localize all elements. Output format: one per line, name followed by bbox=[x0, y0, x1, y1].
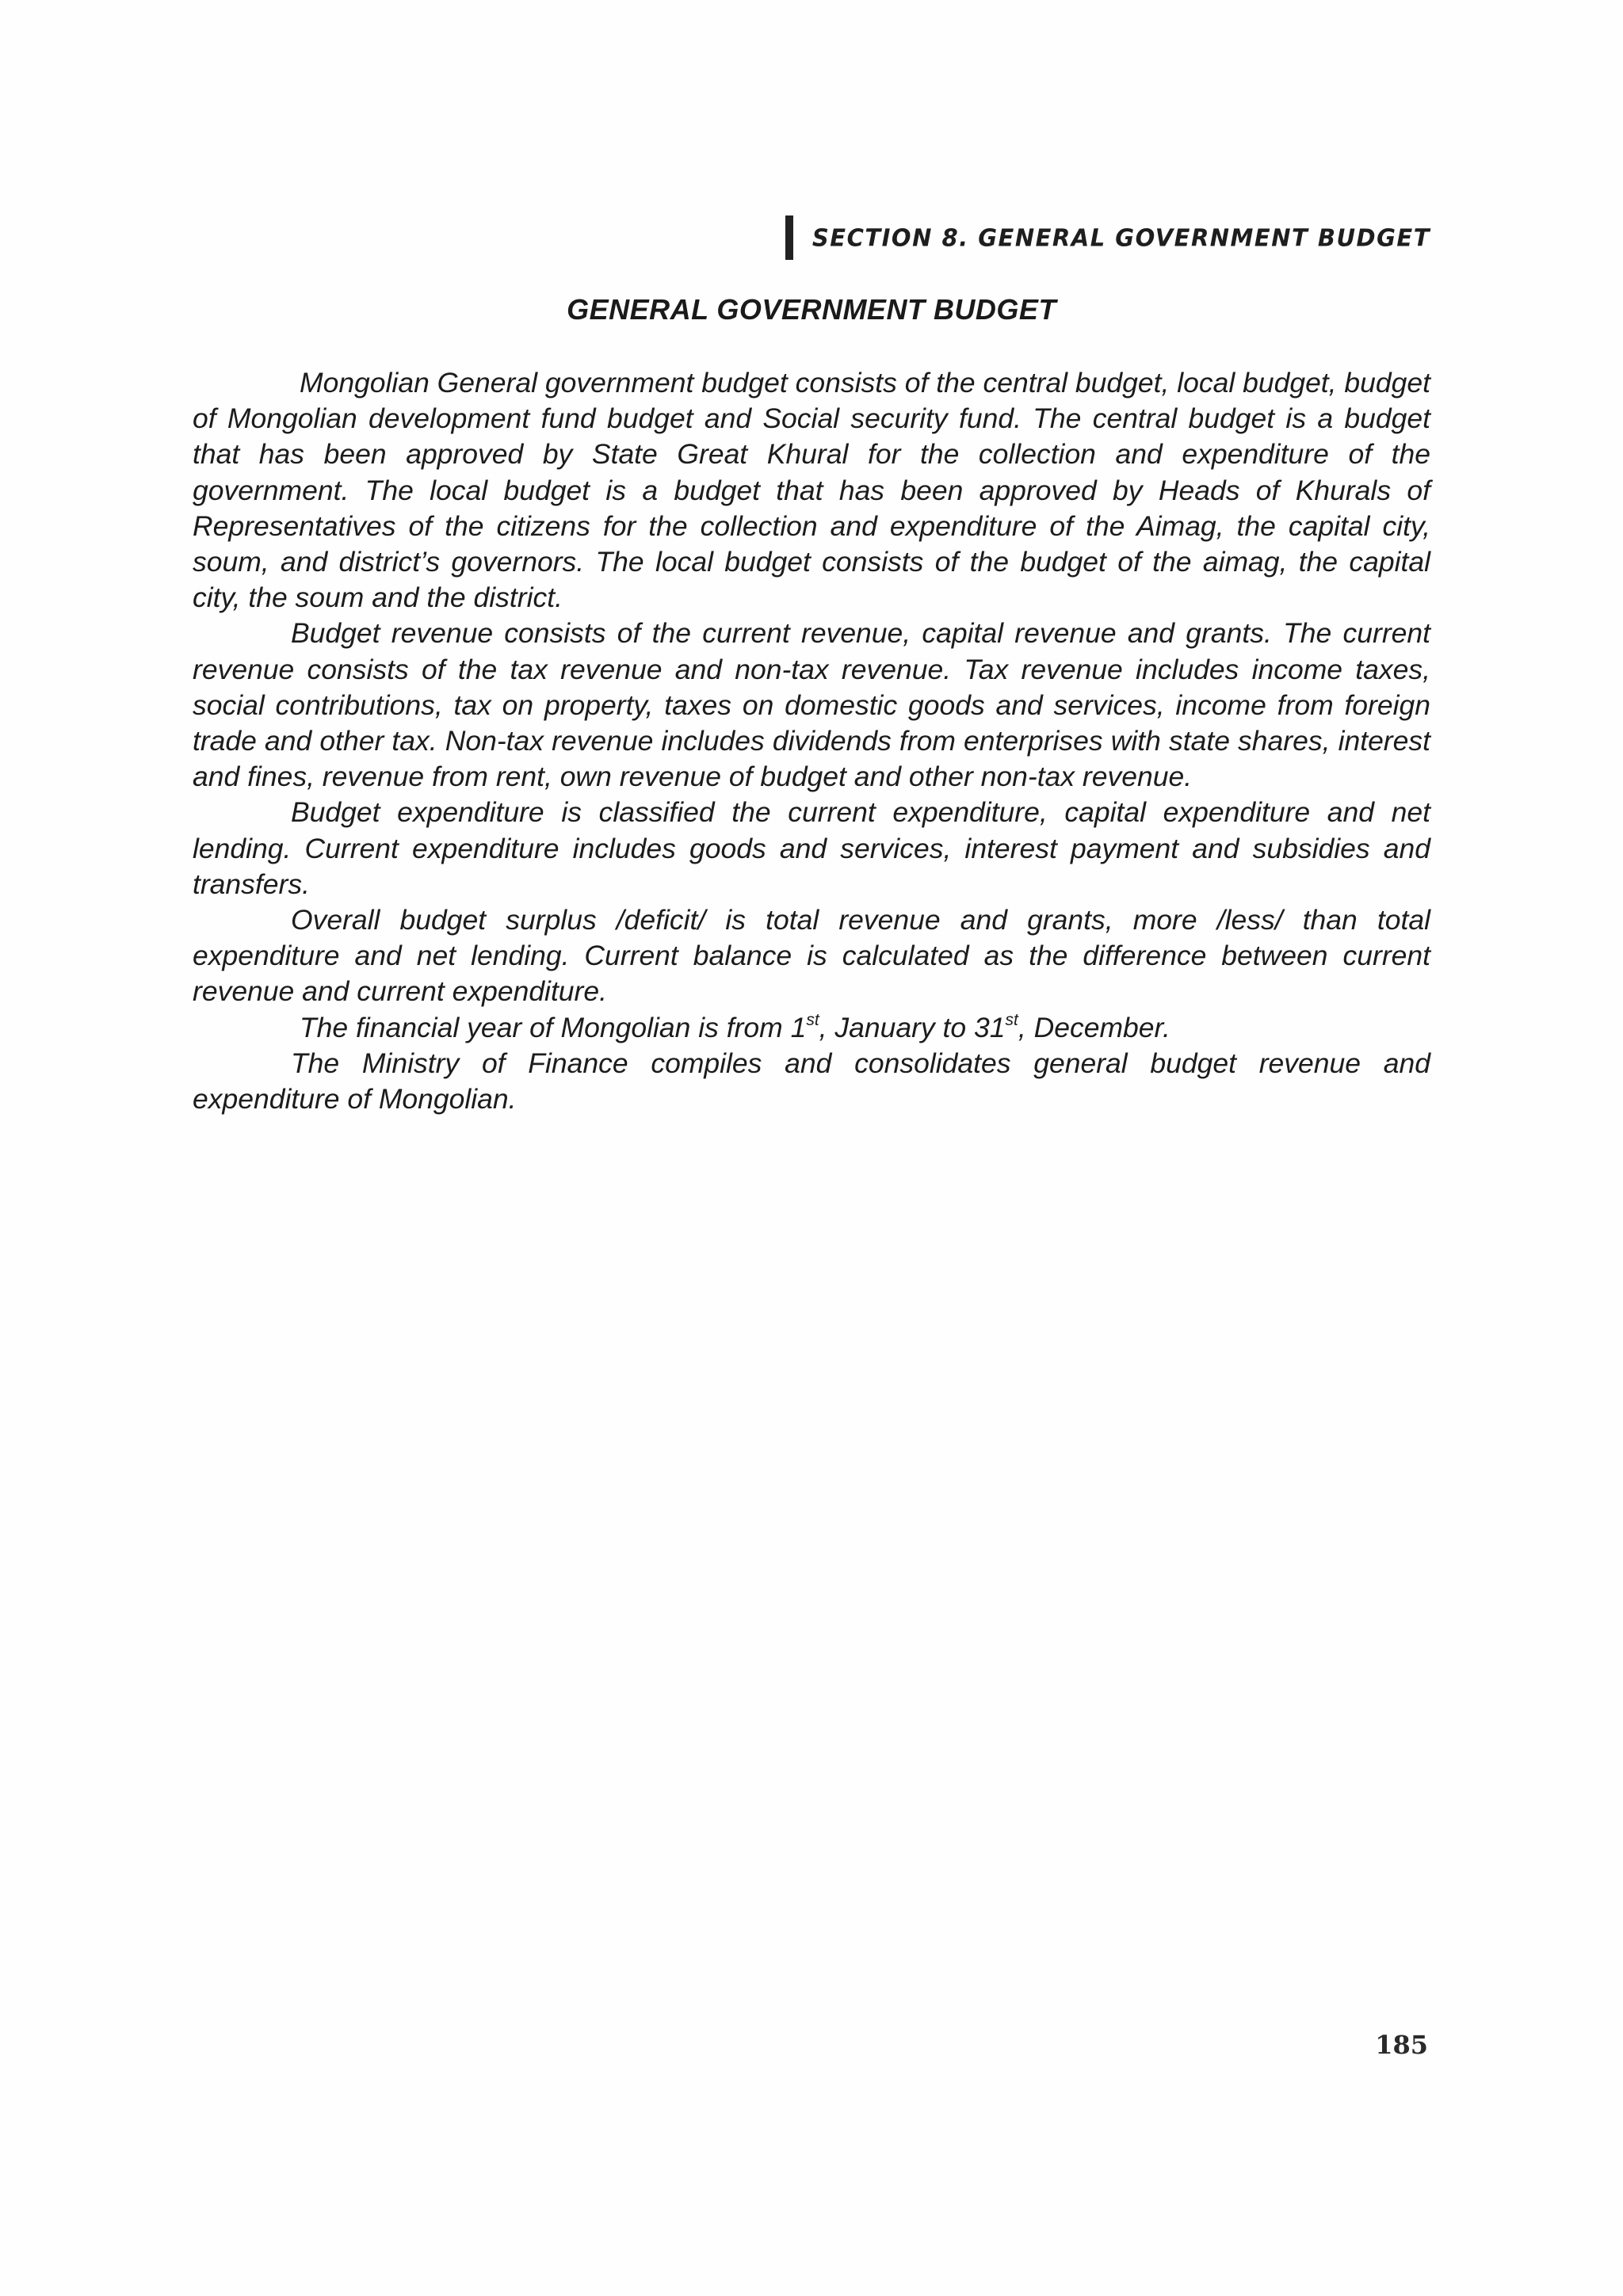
financial-year-text-middle: , January to 31 bbox=[819, 1011, 1006, 1043]
paragraph-budget-revenue: Budget revenue consists of the current revenue, capital revenue and grants. The current revenue consists of the tax revenue and non-tax revenue. Tax revenue includes income taxes, social contributions, tax on property, taxes on domestic goods and services, income from foreign trade and other tax. Non-tax revenue includes dividends from enterprises with state shares, interest and fines, revenue from rent, own revenue of budget and other non-tax revenue. bbox=[193, 617, 1430, 793]
paragraph-budget-composition: Mongolian General government budget consists of the central budget, local budget, budget of Mongolian development fund budget and Social security fund. The central budget is a budget that has been approved by State Great Khural for the collection and expenditure of the government. The local budget is a budget that has been approved by Heads of Khurals of Representatives of the citizens for the collection and expenditure of the Aimag, the capital city, soum, and district’s governors. The local budget consists of the budget of the aimag, the capital city, the soum and the district. bbox=[193, 367, 1430, 614]
section-label: SECTION 8. GENERAL GOVERNMENT BUDGET bbox=[812, 223, 1430, 252]
paragraph-budget-expenditure: Budget expenditure is classified the current expenditure, capital expenditure and net lending. Current expenditure includes goods and services, interest payment and subsidies and transfers. bbox=[193, 796, 1430, 900]
financial-year-text-end: , December. bbox=[1018, 1011, 1170, 1043]
paragraph-financial-year bbox=[193, 1010, 1430, 1046]
running-header bbox=[785, 215, 1430, 260]
page-number: 185 bbox=[1375, 2030, 1428, 2060]
paragraph-ministry-of-finance: The Ministry of Finance compiles and consolidates general budget revenue and expenditure of Mongolian. bbox=[193, 1047, 1430, 1116]
body-text bbox=[193, 365, 1430, 1117]
header-rule bbox=[785, 215, 793, 260]
page-title: GENERAL GOVERNMENT BUDGET bbox=[567, 293, 1056, 326]
paragraph-budget-surplus: Overall budget surplus /deficit/ is total revenue and grants, more /less/ than total expenditure and net lending. Current balance is calculated as the difference between current revenue and current expenditure. bbox=[193, 904, 1430, 1008]
ordinal-suffix: st bbox=[1005, 1010, 1018, 1029]
ordinal-suffix: st bbox=[806, 1010, 819, 1029]
financial-year-text-start: The financial year of Mongolian is from 1 bbox=[300, 1011, 807, 1043]
